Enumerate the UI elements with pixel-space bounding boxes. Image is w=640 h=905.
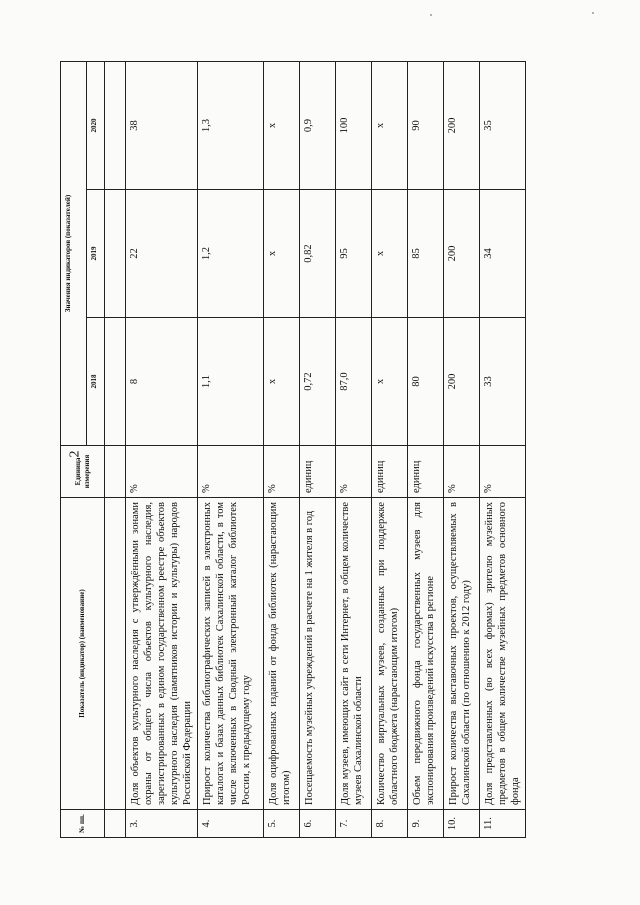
row-value-2019: 0,82: [300, 190, 336, 318]
table-row: [126, 62, 198, 838]
row-value-2019: 1,2: [198, 190, 264, 318]
row-indicator: Доля представленных (во всех формах) зрителю музейных предметов в общем количестве музейных предметов основного фонда: [480, 498, 526, 810]
row-number: 8.: [372, 810, 408, 838]
row-unit: единиц: [300, 446, 336, 498]
row-value-2019: 34: [480, 190, 526, 318]
row-indicator: Объем передвижного фонда государственных музеев для экспонирования произведений искусства в регионе: [408, 498, 444, 810]
table-row: [408, 62, 444, 838]
header-unit: Единица измерения: [61, 446, 105, 498]
table-row: [480, 62, 526, 838]
row-value-2020: 100: [336, 62, 372, 190]
row-unit: %: [480, 446, 526, 498]
row-number: 3.: [126, 810, 198, 838]
indicators-table: [60, 61, 526, 838]
row-indicator: Количество виртуальных музеев, созданных при поддержке областного бюджета (нарастающим итогом): [372, 498, 408, 810]
header-values-group: Значения индикаторов (показателей): [61, 62, 87, 446]
table-row: [300, 62, 336, 838]
row-number: 5.: [264, 810, 300, 838]
row-value-2019: 200: [444, 190, 480, 318]
page-number: 2: [67, 450, 83, 458]
row-unit: %: [444, 446, 480, 498]
row-value-2018: 80: [408, 318, 444, 446]
row-value-2018: 33: [480, 318, 526, 446]
row-number: 11.: [480, 810, 526, 838]
row-number: 10.: [444, 810, 480, 838]
row-number: 6.: [300, 810, 336, 838]
row-value-2020: 0,9: [300, 62, 336, 190]
row-value-2019: х: [372, 190, 408, 318]
header-indicator: Показатель (индикатор) (наименование): [61, 498, 105, 810]
row-value-2019: х: [264, 190, 300, 318]
row-value-2019: 22: [126, 190, 198, 318]
header-year-2019: 2019: [87, 190, 105, 318]
row-value-2019: 95: [336, 190, 372, 318]
row-unit: единиц: [408, 446, 444, 498]
header-year-2020: 2020: [87, 62, 105, 190]
header-spacer-row: [105, 62, 126, 838]
row-value-2020: х: [372, 62, 408, 190]
row-value-2020: 200: [444, 62, 480, 190]
row-unit: %: [264, 446, 300, 498]
row-value-2020: 1,3: [198, 62, 264, 190]
table-row: [264, 62, 300, 838]
row-unit: %: [198, 446, 264, 498]
rotated-table-block: [60, 62, 521, 838]
row-value-2018: 0,72: [300, 318, 336, 446]
row-unit: единиц: [372, 446, 408, 498]
row-indicator: Доля объектов культурного наследия с утверждёнными зонами охраны от общего числа объектов культурного наследия, зарегистрированных в едином государственном реестре объектов культурного наследия (памятников истории и культуры) народов Российской Федерации: [126, 498, 198, 810]
row-indicator: Посещаемость музейных учреждений в расчете на 1 жителя в год: [300, 498, 336, 810]
row-number: 4.: [198, 810, 264, 838]
row-unit: %: [336, 446, 372, 498]
scan-speck: [592, 12, 594, 14]
row-value-2018: 1,1: [198, 318, 264, 446]
row-value-2018: 8: [126, 318, 198, 446]
header-year-2018: 2018: [87, 318, 105, 446]
row-indicator: Доля оцифрованных изданий от фонда библиотек (нарастающим итогом): [264, 498, 300, 810]
row-value-2020: 35: [480, 62, 526, 190]
row-value-2020: 38: [126, 62, 198, 190]
row-indicator: Доля музеев, имеющих сайт в сети Интернет, в общем количестве музеев Сахалинской области: [336, 498, 372, 810]
table-row: [336, 62, 372, 838]
row-unit: %: [126, 446, 198, 498]
row-value-2018: х: [264, 318, 300, 446]
row-value-2019: 85: [408, 190, 444, 318]
row-indicator: Прирост количества библиографических записей в электронных каталогах и базах данных библиотек Сахалинской области, в том числе включенных в Сводный электронный каталог библиотек России, к предыдущему году: [198, 498, 264, 810]
row-value-2018: х: [372, 318, 408, 446]
row-value-2020: 90: [408, 62, 444, 190]
row-number: 7.: [336, 810, 372, 838]
row-value-2018: 200: [444, 318, 480, 446]
table-row: [372, 62, 408, 838]
row-value-2020: х: [264, 62, 300, 190]
table-row: [198, 62, 264, 838]
scan-speck: [430, 14, 432, 16]
table-row: [444, 62, 480, 838]
table-body: [126, 62, 526, 838]
header-num: № пп.: [61, 810, 105, 838]
row-number: 9.: [408, 810, 444, 838]
row-indicator: Прирост количества выставочных проектов, осуществляемых в Сахалинской области (по отношению к 2012 году): [444, 498, 480, 810]
row-value-2018: 87,0: [336, 318, 372, 446]
